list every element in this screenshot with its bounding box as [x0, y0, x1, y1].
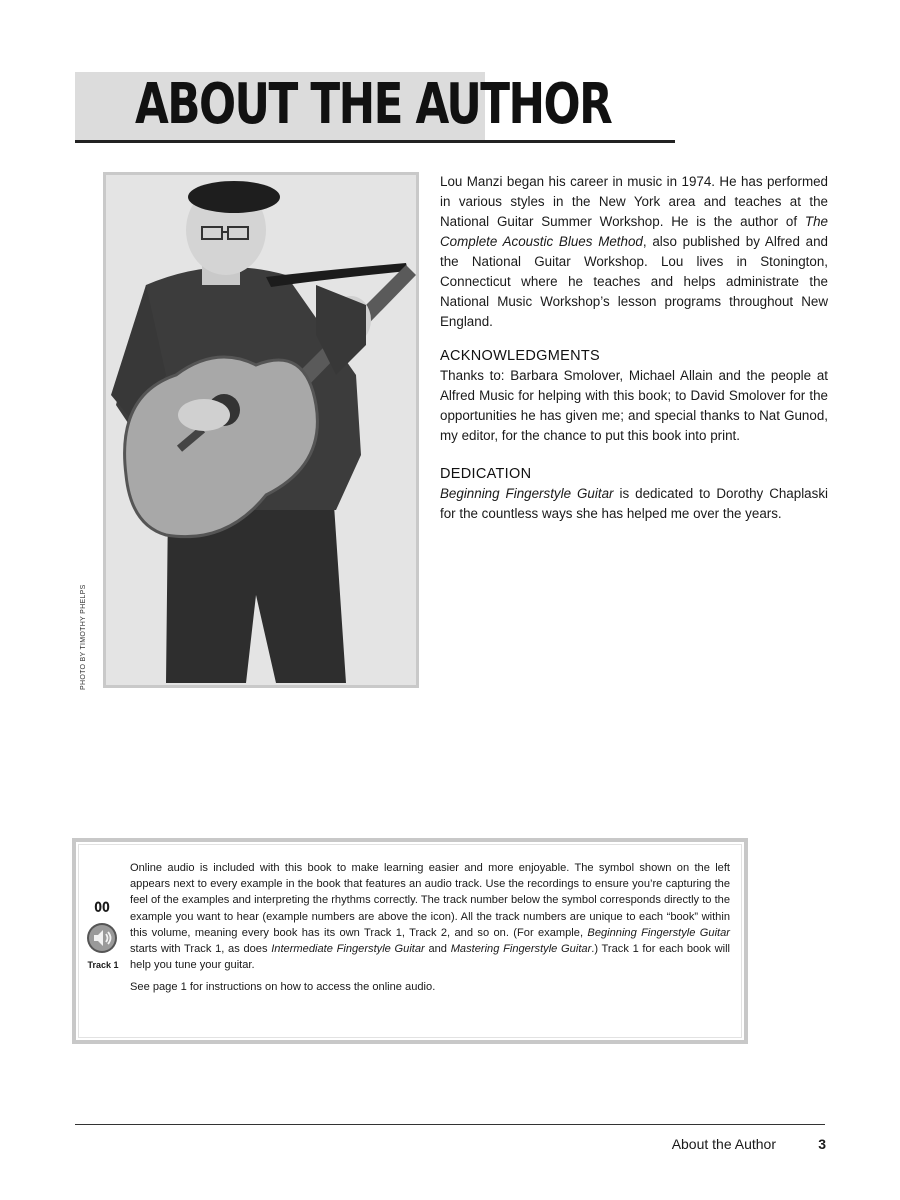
guitarist-illustration: [106, 175, 416, 685]
speaker-icon: [86, 922, 118, 954]
title-underline: [75, 140, 675, 143]
bio-text-a: Lou Manzi began his career in music in 1974. He has performed in various styles in the New York area and teaches at the National Guitar Summer Workshop. He is the author of: [440, 174, 828, 229]
acknowledgments-heading: ACKNOWLEDGMENTS: [440, 348, 600, 364]
footer-section-title: About the Author: [671, 1136, 776, 1152]
audio-book-1: Beginning Fingerstyle Guitar: [587, 926, 730, 939]
audio-see-page: See page 1 for instructions on how to access the online audio.: [130, 981, 436, 994]
dedication-section: [440, 464, 828, 524]
audio-text-c: and: [424, 943, 451, 956]
bio-book-title: The Complete Acoustic Blues Method: [440, 214, 828, 249]
dedication-text: is dedicated to Dorothy Chaplaski for the countless ways she has helped me over the years.: [440, 486, 828, 521]
acknowledgments-section: [440, 346, 828, 446]
author-photo: [103, 172, 419, 688]
audio-text-d: .) Track 1 for each book will help you tune your guitar.: [130, 943, 731, 972]
audio-description: [130, 860, 730, 996]
bio-text-b: , also published by Alfred and the National Guitar Workshop. Lou lives in Stonington, Connecticut where he teaches and helps administrate the National Music Workshop’s lesson programs throughout New England.: [440, 234, 828, 329]
audio-text-a: Online audio is included with this book to make learning easier and more enjoyable. The symbol shown on the left appears next to every example in the book that features an audio track. Use the recordings to ensure you’re capturing the feel of the examples and interpreting the rhythms correctly. The track number below the symbol corresponds directly to the example you want to hear (example numbers are above the icon). All the track numbers are unique to each “book” within this volume, meaning every book has its own Track 1, Track 2, and so on. (For example,: [130, 862, 730, 939]
acknowledgments-text: Thanks to: Barbara Smolover, Michael Allain and the people at Alfred Music for helping with this book; to David Smolover for the opportunities he has given me; and special thanks to Nat Gunod, my editor, for the chance to put this book into print.: [440, 368, 828, 443]
track-label: Track 1: [87, 960, 119, 970]
page-number: 3: [818, 1136, 826, 1152]
author-bio: [440, 172, 828, 332]
dedication-heading: DEDICATION: [440, 466, 532, 482]
photo-credit: PHOTO BY TIMOTHY PHELPS: [80, 584, 87, 690]
audio-book-2: Intermediate Fingerstyle Guitar: [271, 943, 425, 956]
audio-text-b: starts with Track 1, as does: [130, 943, 272, 956]
page-title: ABOUT THE AUTHOR: [135, 72, 612, 137]
footer-rule: [75, 1124, 825, 1125]
dedication-book-title: Beginning Fingerstyle Guitar: [440, 486, 614, 501]
audio-book-3: Mastering Fingerstyle Guitar: [450, 943, 592, 956]
example-number: 00: [94, 900, 110, 916]
